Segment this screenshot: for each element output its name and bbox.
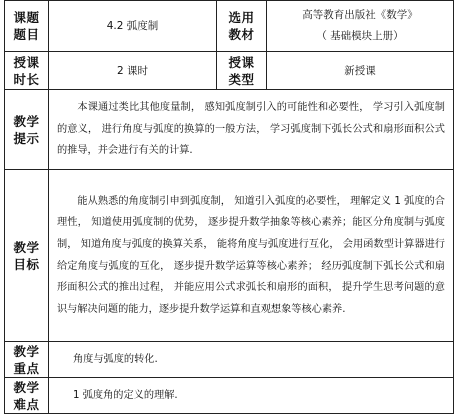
hours-value: 2 课时 [49,52,217,90]
difficult-text: 1 弧度角的定义的理解. [49,378,454,414]
topic-label-line-1: 课题 [13,10,40,25]
key-label-line-1: 教学 [13,343,40,359]
difficult-label-cell [5,378,49,414]
lesson-plan-sheet [4,0,453,414]
hint-label-cell [5,90,49,170]
hint-label-line-2: 提示 [13,130,40,146]
goals-row [5,170,454,342]
textbook-value-line-2: （ 基础模块上册） [316,30,404,42]
textbook-label-cell [217,1,267,52]
topic-row [5,1,454,52]
type-label-line-2: 类型 [228,71,255,87]
textbook-value-line-1: 高等教育出版社《数学》 [302,9,418,21]
hint-text: 本课通过类比其他度量制， 感知弧度制引入的可能性和必要性， 学习引入弧度制的意义， 进行角度与弧度的换算的一般方法， 学习弧度制下弧长公式和扇形面积公式的推导，并会进行有关的计算. [49,90,454,170]
topic-value: 4.2 弧度制 [49,1,217,52]
goals-label-line-2: 目标 [13,256,40,272]
hint-row [5,90,454,170]
key-row [5,342,454,378]
textbook-value-cell [267,1,454,52]
hours-label-line-2: 时长 [13,71,40,87]
hours-label-line-1: 授课 [13,54,40,70]
type-label-cell [217,52,267,90]
difficult-label-line-2: 难点 [13,396,40,412]
type-label-line-1: 授课 [228,54,255,70]
topic-label-cell [5,1,49,52]
textbook-label-line-1: 选用 [228,10,255,25]
hours-label-cell [5,52,49,90]
lesson-plan-table [4,0,454,414]
goals-text: 能从熟悉的角度制引申到弧度制， 知道引入弧度的必要性， 理解定义 1 弧度的合理性， 知道使用弧度制的优势， 逐步提升数学抽象等核心素养；能区分角度制与弧度制， 知道角度与弧度的换算关系， 能将角度与弧度进行互化， 会用函数型计算器进行给定角度与弧度的互化， 逐步提升数学运算等核心素养； 经历弧度制下弧长公式和扇形面积公式的推出过程， 并能应用公式求弧长和扇形的面积， 提升学生思考问题的意识与解决问题的能力，逐步提升数学运算和直观想象等核心素养. [49,170,454,342]
goals-label-line-1: 教学 [13,239,40,255]
key-label-line-2: 重点 [13,360,40,376]
key-label-cell [5,342,49,378]
hours-row [5,52,454,90]
difficult-row [5,378,454,414]
key-text: 角度与弧度的转化. [49,342,454,378]
hint-label-line-1: 教学 [13,113,40,129]
textbook-label-line-2: 教材 [228,27,255,42]
difficult-label-line-1: 教学 [13,379,40,395]
topic-label-line-2: 题目 [13,27,40,42]
type-value: 新授课 [267,52,454,90]
goals-label-cell [5,170,49,342]
